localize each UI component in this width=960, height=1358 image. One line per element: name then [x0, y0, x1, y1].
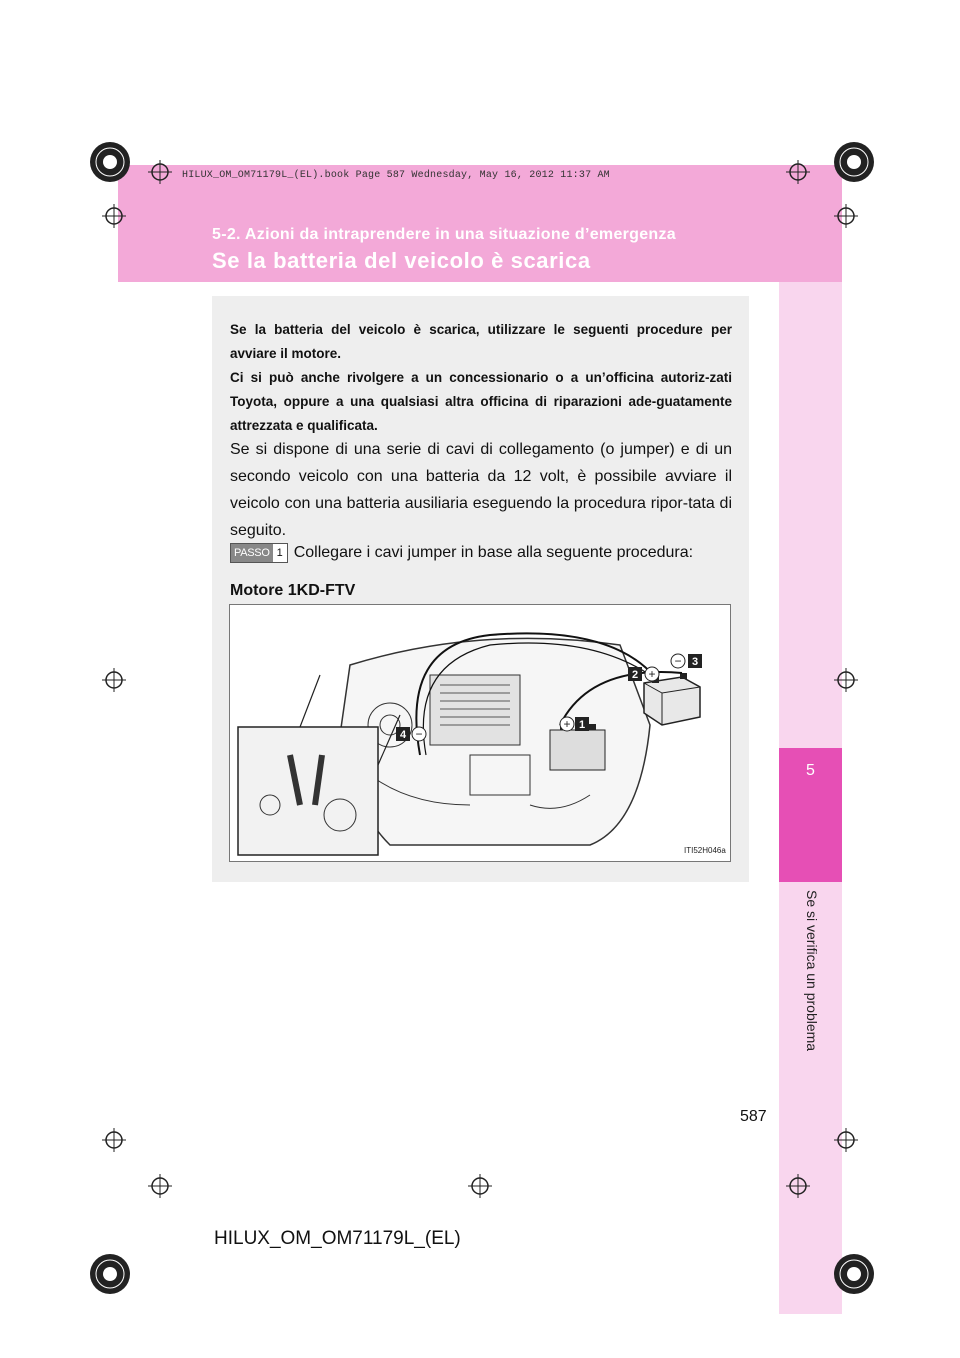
chapter-title: Se si verifica un problema — [804, 890, 820, 1052]
registration-mark-icon — [86, 1250, 134, 1298]
jumper-cable-figure — [229, 604, 731, 862]
crosshair-mark-icon — [834, 204, 858, 228]
step-row — [230, 543, 693, 563]
crosshair-mark-icon — [148, 160, 172, 184]
svg-text:3: 3 — [691, 656, 699, 668]
callout-3 — [671, 654, 702, 668]
page-number: 587 — [740, 1108, 767, 1125]
section-label: 5-2. Azioni da intraprendere in una situazione d’emergenza — [212, 226, 677, 243]
body-text: Se si dispone di una serie di cavi di collegamento (o jumper) e di un secondo veicolo con una batteria da 12 volt, è possibile avviare il veicolo con una batteria ausiliaria eseguendo la procedura ripor-tata di seguito. — [230, 441, 732, 539]
step-badge-label: PASSO — [231, 544, 273, 562]
step-badge — [230, 543, 288, 563]
step-text: Collegare i cavi jumper in base alla seguente procedura: — [293, 544, 694, 561]
svg-text:+: + — [648, 667, 656, 681]
intro-paragraph: Se la batteria del veicolo è scarica, utilizzare le seguenti procedure per avviare il motore. Ci si può anche rivolgere a un concessionario o a un’officina autoriz-zati Toyota, oppure a una qualsiasi altra officina di riparazioni ade-guatamente attrezzata e qualificata. — [230, 322, 732, 433]
figure-code: ITI52H046a — [684, 846, 726, 855]
engine-subheading: Motore 1KD-FTV — [230, 582, 356, 599]
chapter-number: 5 — [806, 762, 815, 779]
crosshair-mark-icon — [148, 1174, 172, 1198]
page-title: Se la batteria del veicolo è scarica — [212, 248, 591, 273]
svg-text:+: + — [563, 717, 571, 731]
crosshair-mark-icon — [102, 204, 126, 228]
detail-inset — [238, 727, 378, 855]
intro-text — [230, 318, 732, 438]
callout-2 — [628, 667, 659, 681]
crosshair-mark-icon — [102, 668, 126, 692]
crosshair-mark-icon — [834, 668, 858, 692]
step-badge-number: 1 — [273, 544, 287, 562]
crosshair-mark-icon — [102, 1128, 126, 1152]
crosshair-mark-icon — [786, 160, 810, 184]
svg-text:−: − — [415, 727, 423, 741]
registration-mark-icon — [830, 138, 878, 186]
document-code: HILUX_OM_OM71179L_(EL) — [214, 1228, 461, 1249]
svg-text:1: 1 — [578, 719, 586, 731]
registration-mark-icon — [830, 1250, 878, 1298]
svg-text:−: − — [674, 654, 682, 668]
svg-text:4: 4 — [399, 729, 407, 741]
print-line: HILUX_OM_OM71179L_(EL).book Page 587 Wednesday, May 16, 2012 11:37 AM — [182, 170, 610, 181]
engine-illustration — [230, 605, 730, 861]
vehicle-battery — [550, 730, 605, 770]
svg-text:2: 2 — [631, 669, 639, 681]
crosshair-mark-icon — [468, 1174, 492, 1198]
registration-mark-icon — [86, 138, 134, 186]
crosshair-mark-icon — [834, 1128, 858, 1152]
crosshair-mark-icon — [786, 1174, 810, 1198]
